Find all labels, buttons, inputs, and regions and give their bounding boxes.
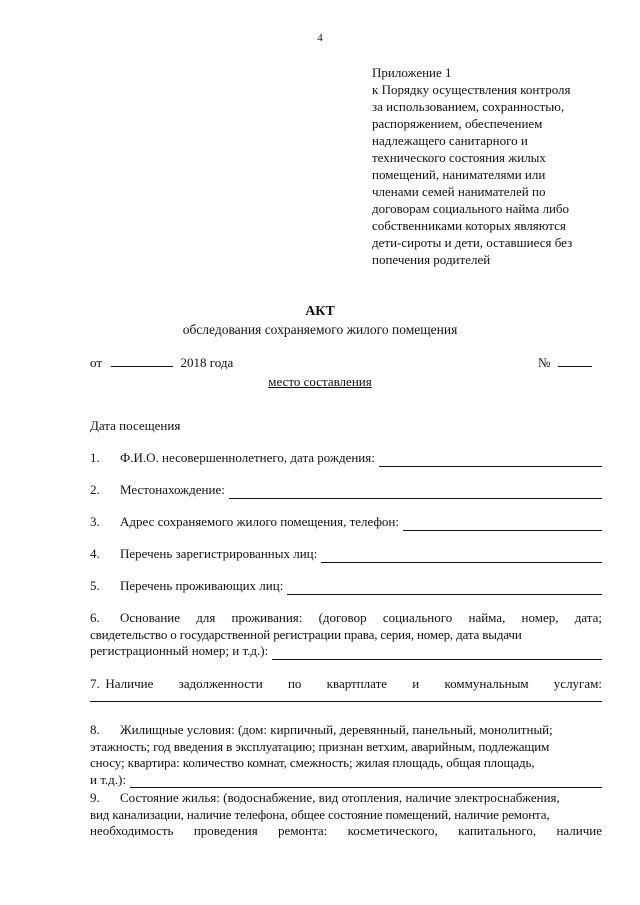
number-line	[538, 354, 592, 371]
appendix-line: дети-сироты и дети, оставшиеся без	[372, 235, 573, 250]
item-number: 7.	[90, 676, 100, 691]
item-9	[90, 790, 602, 840]
act-title: АКТ	[305, 304, 335, 319]
item-4-blank[interactable]	[321, 550, 602, 563]
appendix-line: технического состояния жилых	[372, 150, 546, 165]
item-3	[90, 514, 602, 531]
item-text: Наличие задолженности по квартплате и коммунальным услугам:	[105, 676, 602, 691]
item-5-blank[interactable]	[287, 582, 602, 595]
item-text: Жилищные условия: (дом: кирпичный, деревянный, панельный, монолитный;	[120, 722, 553, 737]
item-7	[90, 676, 602, 702]
item-number: 5.	[90, 578, 100, 593]
appendix-line: помещений, нанимателями или	[372, 167, 546, 182]
number-label: №	[538, 355, 551, 370]
appendix-line: распоряжением, обеспечением	[372, 116, 543, 131]
item-7-blank[interactable]	[90, 693, 602, 702]
item-1	[90, 450, 602, 467]
act-subtitle: обследования сохраняемого жилого помещения	[182, 322, 458, 337]
item-1-blank[interactable]	[379, 454, 602, 467]
item-text: Перечень проживающих лиц:	[120, 578, 284, 593]
appendix-line: собственниками которых являются	[372, 218, 566, 233]
appendix-line: за использованием, сохранностью,	[372, 99, 565, 114]
page-number: 4	[317, 32, 323, 44]
item-2	[90, 482, 602, 499]
item-2-blank[interactable]	[229, 486, 602, 499]
item-text: и т.д.):	[90, 771, 126, 787]
item-text: сносу; квартира: количество комнат, смежность; жилая площадь, общая площадь,	[90, 755, 535, 770]
date-line	[90, 354, 233, 371]
item-4	[90, 546, 602, 563]
item-text: Местонахождение:	[120, 482, 225, 497]
appendix-line: надлежащего санитарного и	[372, 133, 528, 148]
appendix-block	[372, 64, 622, 268]
item-text: этажность; год введения в эксплуатацию; признан ветхим, аварийным, подлежащим	[90, 738, 550, 754]
item-text: Основание для проживания: (договор социального найма, номер, дата;	[120, 610, 602, 625]
item-number: 3.	[90, 514, 100, 529]
item-6	[90, 610, 602, 660]
from-label: от	[90, 355, 103, 370]
item-text: Ф.И.О. несовершеннолетнего, дата рождения:	[120, 450, 375, 465]
item-text: Перечень зарегистрированных лиц:	[120, 546, 318, 561]
item-6-blank[interactable]	[272, 647, 602, 660]
year-label: 2018 года	[180, 355, 234, 370]
visit-date-label: Дата посещения	[90, 418, 181, 433]
appendix-line: Приложение 1	[372, 65, 452, 80]
item-8-blank[interactable]	[130, 775, 602, 788]
item-text: необходимость проведения ремонта: косметического, капитального, наличие	[90, 823, 602, 838]
item-number: 6.	[90, 610, 100, 625]
item-number: 8.	[90, 722, 100, 737]
number-blank[interactable]	[558, 354, 592, 367]
item-number: 9.	[90, 790, 100, 805]
item-text: регистрационный номер; и т.д.):	[90, 643, 269, 658]
item-8	[90, 722, 602, 788]
item-3-blank[interactable]	[403, 518, 602, 531]
item-text: Адрес сохраняемого жилого помещения, телефон:	[120, 514, 399, 529]
appendix-line: к Порядку осуществления контроля	[372, 82, 571, 97]
date-blank[interactable]	[111, 354, 173, 367]
item-number: 2.	[90, 482, 100, 497]
appendix-line: договорам социального найма либо	[372, 201, 570, 216]
item-5	[90, 578, 602, 595]
appendix-line: членами семей нанимателей по	[372, 184, 546, 199]
item-text: Состояние жилья: (водоснабжение, вид отопления, наличие электроснабжения,	[120, 790, 560, 805]
item-number: 4.	[90, 546, 100, 561]
item-number: 1.	[90, 450, 100, 465]
appendix-line: попечения родителей	[372, 252, 491, 267]
item-text: свидетельство о государственной регистрации права, серия, номер, дата выдачи	[90, 626, 522, 642]
place-label: место составления	[268, 374, 372, 389]
item-text: вид канализации, наличие телефона, общее состояние помещений, наличие ремонта,	[90, 806, 550, 822]
